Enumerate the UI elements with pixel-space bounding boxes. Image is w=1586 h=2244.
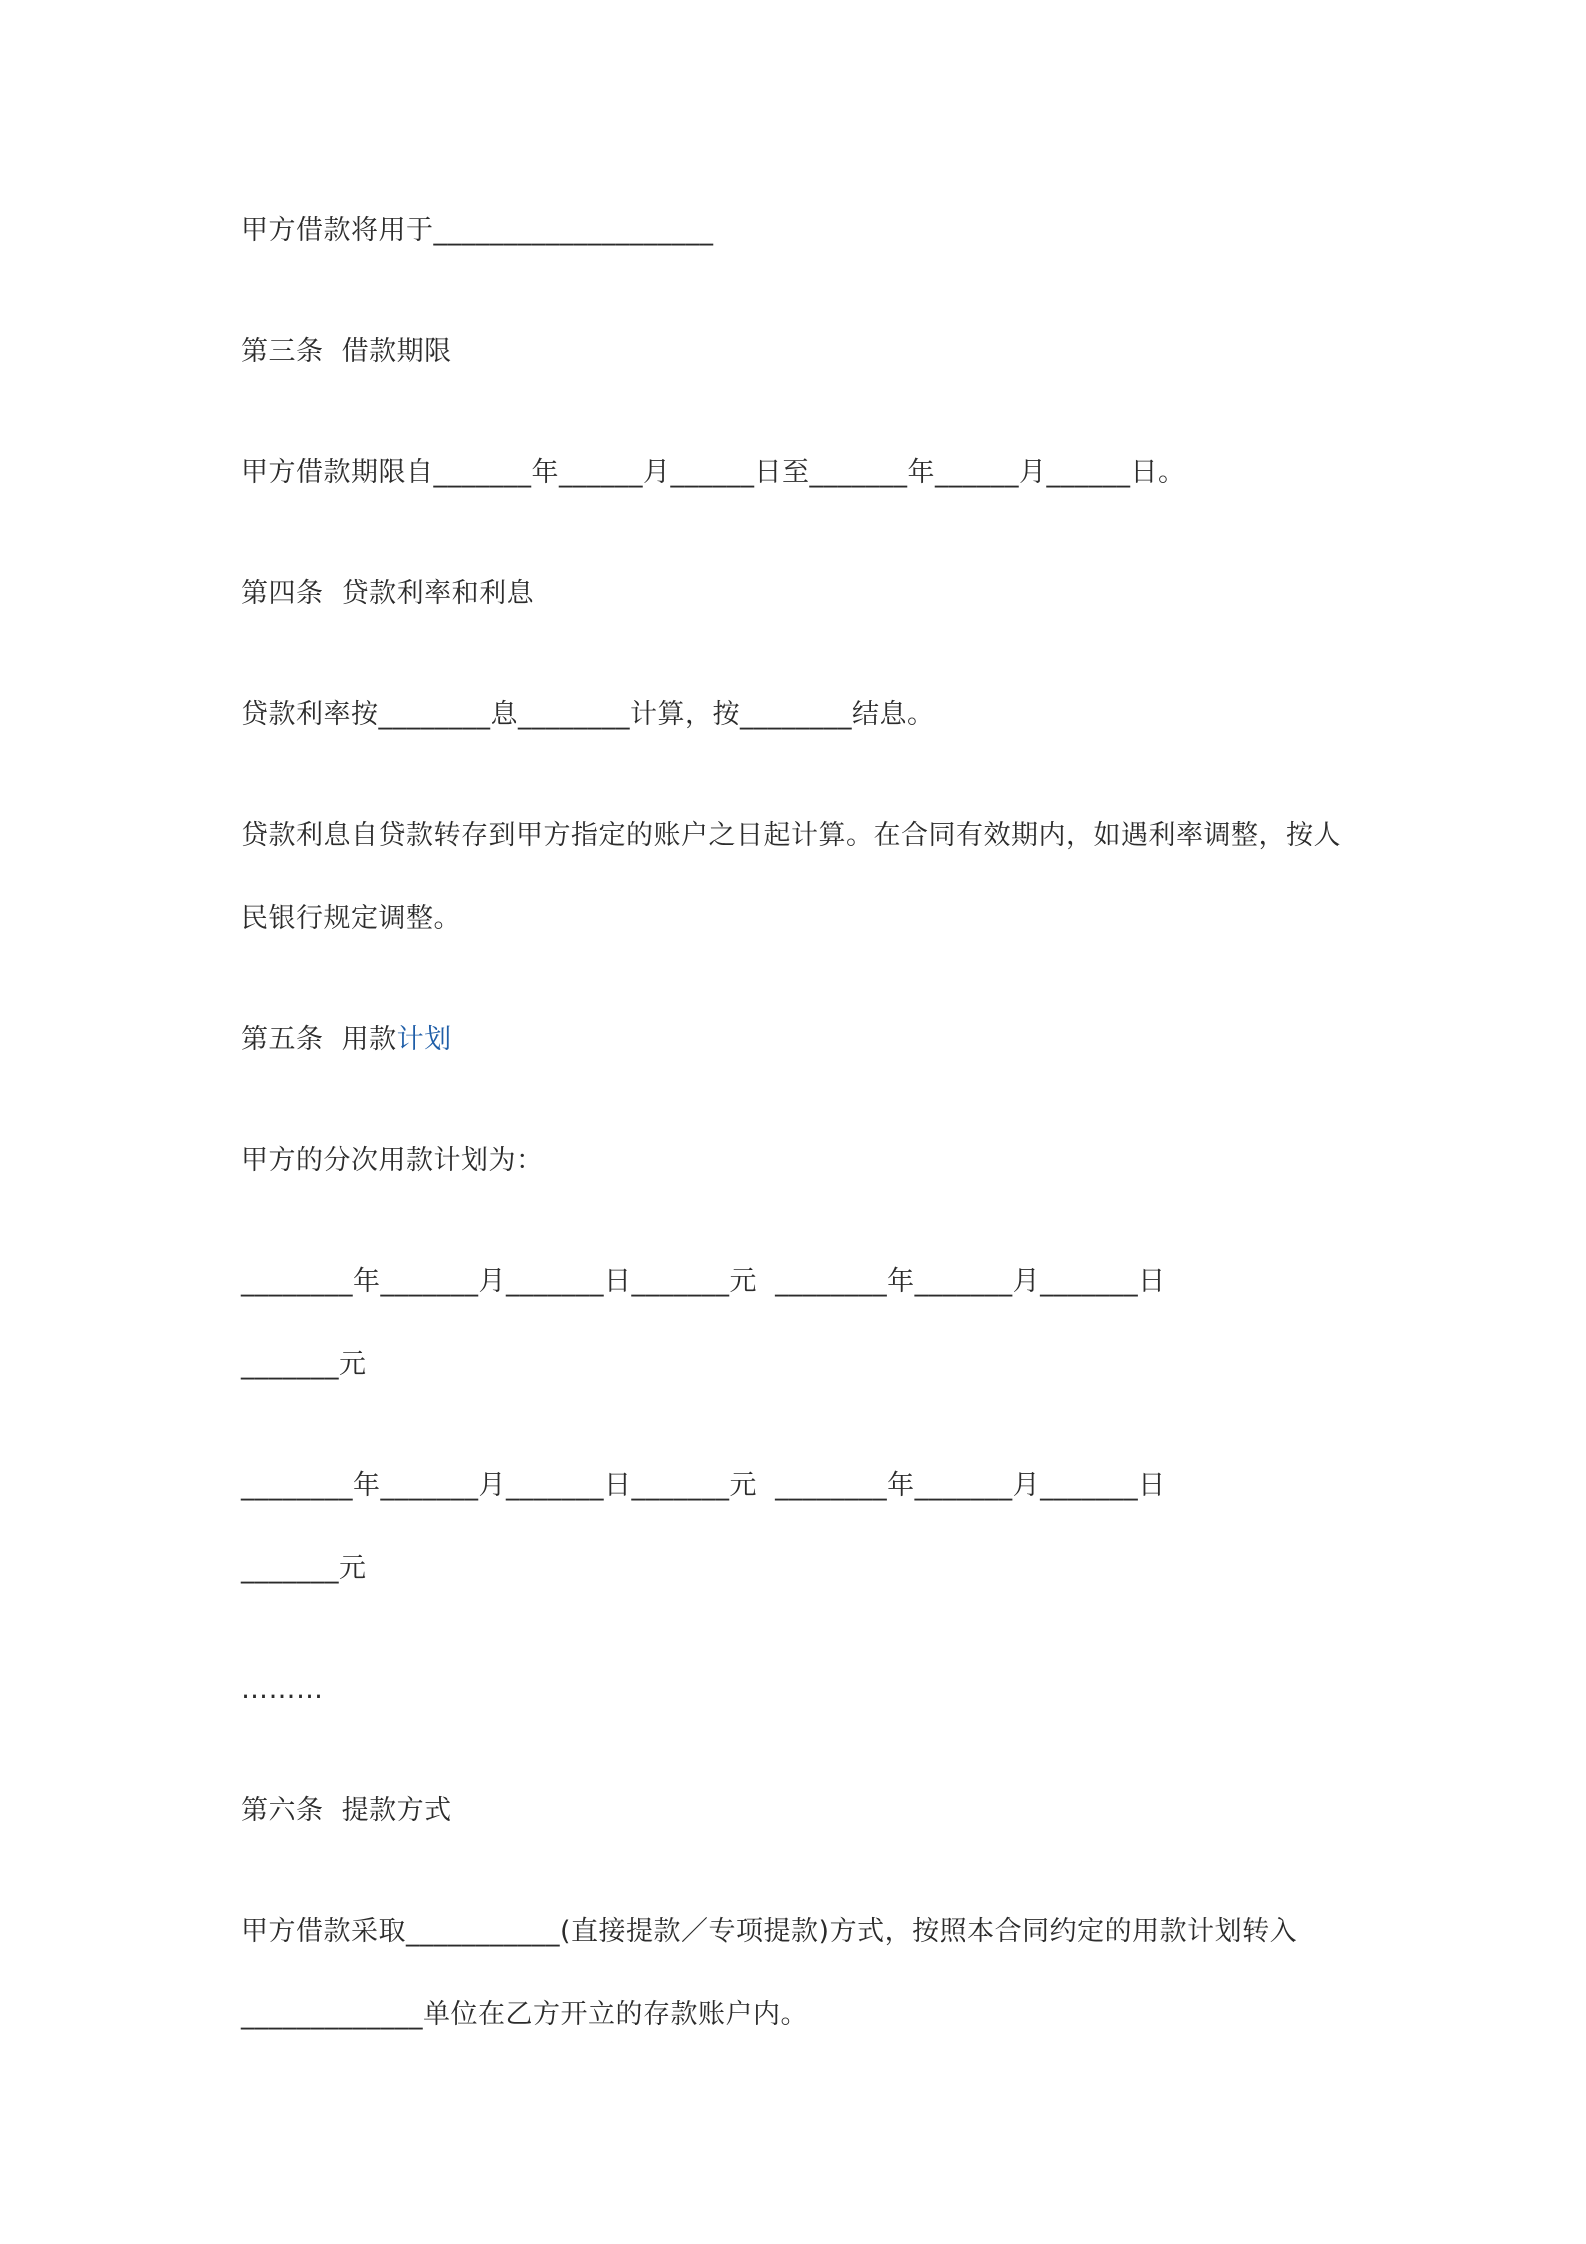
plan-link[interactable]: 计划 [396, 1024, 452, 1055]
usage-plan-row-1-amount: _______元 [241, 1349, 367, 1380]
loan-purpose-line: 甲方借款将用于____________________ [241, 215, 714, 246]
usage-plan-row-2-amount: _______元 [241, 1553, 367, 1584]
article-5-heading-text: 第五条 用款 [241, 1024, 397, 1055]
usage-plan-row-1: ________年_______月_______日_______元 ________年_______月_______日 [241, 1266, 1166, 1297]
usage-plan-intro: 甲方的分次用款计划为： [241, 1145, 544, 1176]
article-5-heading [241, 1021, 452, 1059]
withdrawal-line-2: _____________单位在乙方开立的存款账户内。 [241, 1999, 808, 2030]
loan-term-line: 甲方借款期限自_______年______月______日至_______年______月______日。 [241, 457, 1186, 488]
ellipsis-line: ……… [241, 1674, 324, 1705]
interest-paragraph-line-1: 贷款利息自贷款转存到甲方指定的账户之日起计算。在合同有效期内，如遇利率调整，按人 [241, 820, 1341, 851]
withdrawal-line-1: 甲方借款采取___________(直接提款／专项提款)方式，按照本合同约定的用款计划转入 [241, 1916, 1298, 1947]
article-4-heading: 第四条 贷款利率和利息 [241, 578, 535, 609]
article-6-heading: 第六条 提款方式 [241, 1795, 452, 1826]
interest-rate-line: 贷款利率按________息________计算，按________结息。 [241, 699, 935, 730]
usage-plan-row-2: ________年_______月_______日_______元 ________年_______月_______日 [241, 1470, 1166, 1501]
article-3-heading: 第三条 借款期限 [241, 336, 452, 367]
interest-paragraph-line-2: 民银行规定调整。 [241, 903, 461, 934]
